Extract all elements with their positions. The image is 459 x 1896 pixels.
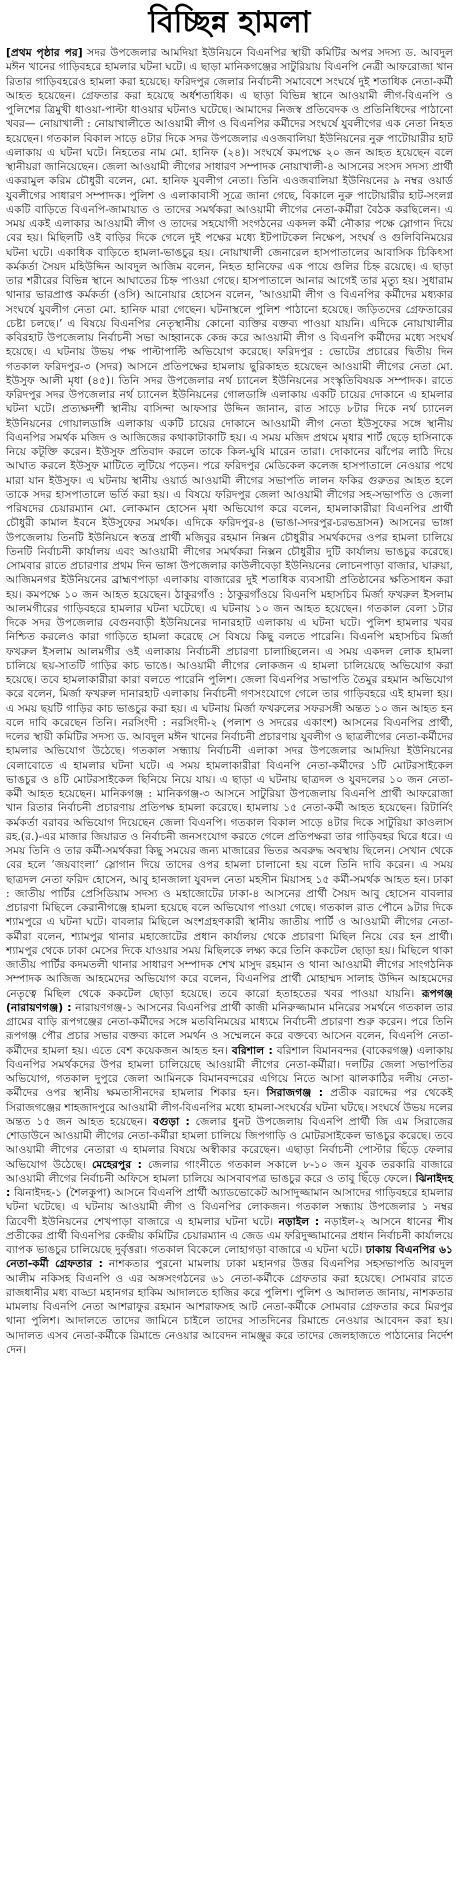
article-paragraph: জেলার ধুনট উপজেলায় বিএনপি প্রার্থী জি এম সিরাজের শোডাউনে আওয়ামী লীগের নেতা-কর্মীরা হামলা চালিয়ে জিপগাড়ি ও মোটরসাইকেল ভাঙচুর করেছে। তবে আওয়ামী লীগের নেতারা এ হামলার বিষয়ে অস্বীকার করেছেন। এছাড়া নির্বাচনী পোস্টার ছিঁড়ে ফেলার অভিযোগ উঠেছে। [6, 1114, 454, 1171]
section-heading-dhaka-arrests: ঢাকায় বিএনপির ৬১ নেতা-কর্মী গ্রেফতার : [6, 1243, 453, 1271]
article-paragraph: ঝিনাইদহ-১ (শৈলকুপা) আসনে বিএনপি প্রার্থী অ্যাডভোকেট আসাদুজ্জামান আসাদের গাড়িবহরে হামলার ঘটনা ঘটেছে। এ ঘটনায় আওয়ামী লীগ ও বিএনপির লোকজন। গতকাল সন্ধ্যায় উপজেলার ১ নম্বর ত্রিবেণী ইউনিয়নের শেখপাড়া বাজারে এ হামলার ঘটনা ঘটে। [6, 1186, 453, 1228]
location-heading-meherpur: মেহেরপুর : [92, 1157, 142, 1171]
location-heading-narail: নড়াইল : [278, 1214, 320, 1228]
location-heading-bogura: বগুড়া : [153, 1114, 190, 1128]
location-heading-rupganj: রূপগঞ্জ (নারায়ণগঞ্জ) : [6, 986, 453, 1014]
location-heading-jhenaidah: ঝিনাইদহ : [6, 1171, 453, 1199]
article-paragraph: সদর উপজেলার আমদিয়া ইউনিয়নে বিএনপির স্থায়ী কমিটির অপর সদস্য ড. আবদুল মঈন খানের গাড়িবহরে হামলার ঘটনা ঘটে। এ ছাড়া মানিকগঞ্জের সাটুরিয়ায় বিএনপি নেত্রী আফরোজা খান রিতার গাড়িবহরেও হামলা করা হয়েছে। ফরিদপুর জেলার নির্বাচনী সমাবেশে সংঘর্ষে দুই শতাধিক নেতা-কর্মী আহত হয়েছেন। গ্রেফতার করা হয়েছে অর্ধশতাধিক। এ ছাড়া বিভিন্ন স্থানে আওয়ামী লীগ-বিএনপি ও পুলিশের ত্রিমুখী ধাওয়া-পাল্টা ধাওয়ার ঘটনাও ঘটেছে। আমাদের নিজস্ব প্রতিবেদক ও প্রতিনিধিদের পাঠানো খবর— নোয়াখালী : নোয়াখালীতে আওয়ামী লীগ ও বিএনপির কর্মীদের সংঘর্ষে যুবলীগের এক নেতা নিহত হয়েছেন। গতকাল বিকাল সাড়ে ৪টার দিকে সদর উপজেলার এওজবালিয়া ইউনিয়নের নুরু পাটোয়ারীর হাট এলাকায় এ ঘটনা ঘটে। নিহতের নাম মো. হানিফ (২৪)। সংঘর্ষে কমপক্ষে ২০ জন আহত হয়েছেন বলে স্থানীয়রা জানিয়েছেন। জেলা আওয়ামী লীগের সাধারণ সম্পাদক নোয়াখালী-৪ আসনের সংসদ সদস্য প্রার্থী একরামুল করিম চৌধুরী বলেন, মো. হানিফ যুবলীগ নেতা। তিনি এওজবালিয়া ইউনিয়নের ৯ নম্বর ওয়ার্ড যুবলীগের সাধারণ সম্পাদক। পুলিশ ও এলাকাবাসী সূত্রে জানা গেছে, বিকালে নুরু পাটোয়ারীর হাট-সংলগ্ন একটি বাড়িতে বিএনপি-জামায়াত ও তাদের সমর্থকরা আওয়ামী লীগের নেতা-কর্মীরা বৈঠক করছিলেন। এ সময় একই এলাকার আওয়ামী লীগ ও তাদের সহযোগী সংগঠনের একদল কর্মী নৌকার পক্ষে স্লোগান দিয়ে বের হয়। মিছিলটি ওই বাড়ির দিকে গেলে দুই পক্ষের মধ্যে ইটপাটকেল নিক্ষেপ, সংঘর্ষ ও গুলিবিনিময়ের ঘটনা ঘটে। একাধিক বাড়িতে হামলা-ভাঙচুর হয়। নোয়াখালী জেনারেল হাসপাতালের আবাসিক চিকিৎসা কর্মকর্তা সৈয়দ মহিউদ্দিন আবদুল আজিম বলেন, নিহত হানিফের এক পায়ে গুলির চিহ্ন রয়েছে। এ ছাড়া তার শরীরের বিভিন্ন স্থানে আঘাতের চিহ্ন পাওয়া গেছে। হাসপাতালে আনার আগেই তার মৃত্যু হয়। সুধারাম থানার ভারপ্রাপ্ত কর্মকর্তা (ওসি) আনোয়ার হোসেন বলেন, ‘আওয়ামী লীগ ও বিএনপির কর্মীদের মধ্যকার সংঘর্ষে যুবলীগ নেতা মো. হানিফ মারা গেছেন। ঘটনাস্থলে পুলিশ পাঠানো হয়েছে। জড়িতদের গ্রেফতারের চেষ্টা চলছে।’ এ বিষয়ে বিএনপির নেতৃস্থানীয় কোনো ব্যক্তির বক্তব্য পাওয়া যায়নি। এদিকে নোয়াখালীর কবিরহাট উপজেলায় নির্বাচনী সভা আহ্বানকে কেন্দ্র করে আওয়ামী লীগ ও বিএনপি কর্মীদের মধ্যে সংঘর্ষ হয়েছে। এ ঘটনায় উভয় পক্ষ পাল্টাপাল্টি অভিযোগ করেছে। ফরিদপুর : ভোটের প্রচারের দ্বিতীয় দিন গতকাল ফরিদপুর-৩ (সদর) আসনে প্রতিপক্ষের হামলায় ছুরিকাহত হয়েছেন আওয়ামী লীগের নেতা মো. ইউসুফ আলী মৃধা (৪৫)। তিনি সদর উপজেলার নর্থ চ্যানেল ইউনিয়নের সংস্কৃতিবিষয়ক সম্পাদক। রাতে ফরিদপুর সদর উপজেলার নর্থ চ্যানেল ইউনিয়নের গোলডাঙ্গি এলাকায় একটি চায়ের দোকানে এ হামলার ঘটনা ঘটে। প্রত্যক্ষদর্শী স্থানীয় বাসিন্দা আফসার উদ্দিন জানান, রাত সাড়ে ৮টার দিকে নর্থ চ্যানেল ইউনিয়নের গোয়ালডাঙ্গি এলাকায় একটি চায়ের দোকানে আওয়ামী লীগ নেতা ইউসুফের সঙ্গে স্থানীয় বিএনপির সমর্থক মজিদ ও আজিজের কথাকাটাকাটি হয়। এ সময় মজিদ প্রথমে মৃধার শার্ট ছেড়ে হাসিনাকে নিয়ে কটূক্তি করেন। ইউসুফ প্রতিবাদ করলে তাকে কিল-ঘুষি মারেন তারা। দোকানের ঝাঁপের লাঠি দিয়ে আঘাত করলে ইউসুফ মাটিতে লুটিয়ে পড়েন। পরে ফরিদপুর মেডিকেল কলেজ হাসপাতালে নেওয়ার পথে মারা যান ইউসুফ। এ ঘটনায় স্থানীয় ওয়ার্ড আওয়ামী লীগের সভাপতি লালন ফকির গুরুতর আহত হলে তাকে সদর হাসপাতালে ভর্তি করা হয়। এ বিষয়ে ফরিদপুর জেলা আওয়ামী লীগের সহ-সভাপতি ও জেলা পরিষদের চেয়ারম্যান মো. লোকমান হোসেন মৃধা অভিযোগ করে বলেন, হামলাকারীরা বিএনপির প্রার্থী চৌধুরী কামাল ইবনে ইউসুফের সমর্থক। এদিকে ফরিদপুর-৪ (ভাঙা-সদরপুর-চরভদ্রাসন) আসনের ভাঙ্গা উপজেলায় তিনটি ইউনিয়নে স্বতন্ত্র প্রার্থী মজিবুর রহমান নিক্সন চৌধুরীর সমর্থকদের ওপর হামলা চালিয়ে তিনটি নির্বাচনী কার্যালয় এবং আওয়ামী লীগের সমর্থকরা নিক্সন চৌধুরীর দুটি কার্যালয় ভাঙচুর করেছে। সোমবার রাতে প্রচারণার প্রথম দিন ভাঙ্গা উপজেলার কাউলীবেড়া ইউনিয়নের লোচনপাড়া বাজার, ঘারুয়া, আজিমনগর ইউনিয়নের ব্রাহ্মণপাড়া এলাকায় বাজারের দুই শতাধিক ব্যবসায়ী প্রতিষ্ঠানের ক্ষতিসাধন করা হয়। কমপক্ষে ১০ জন আহত হয়েছেন। ঠাকুরগাঁও : ঠাকুরগাঁওয়ে বিএনপি মহাসচিব মির্জা ফখরুল ইসলাম আলমগীরের গাড়িবহরে হামলার ঘটনা ঘটেছে। এ ঘটনায় ১০ জন আহত হয়েছেন। গতকাল বেলা ১টার দিকে সদর উপজেলার বেগুনবাড়ী ইউনিয়নের দানারহাট এলাকায় এ ঘটনা ঘটে। পুলিশ হামলার খবর নিশ্চিত করলেও কারা গাড়িতে হামলা করেছে সে বিষয়ে কিছু বলতে পারেনি। বিএনপি মহাসচিব মির্জা ফখরুল ইসলাম আলমগীর ওই এলাকায় নির্বাচনী প্রচারণা চালাচ্ছিলেন। এ সময় একদল লোক হামলা চালিয়ে ছয়-সাতটি গাড়ির কাচ ভাঙে। আওয়ামী লীগের লোকজন এ হামলা চালিয়েছে অভিযোগ করা হয়েছে। তবে হামলাকারীরা কারা বলতে পারেনি পুলিশ। জেলা বিএনপির সভাপতি তৈমুর রহমান অভিযোগ করে বলেন, মির্জা ফখরুল দানারহাট এলাকায় নির্বাচনী গণসংযোগে গেলে তার গাড়িবহরে এই হামলা হয়। এ সময় ছয়টি গাড়ির কাচ ভাঙচুর করা হয়। এ ঘটনায় মির্জা ফখরুলের সফরসঙ্গী অন্তত ১০ জন আহত হন বলে দাবি করেছেন তিনি। নরসিংদী : নরসিংদী-২ (পলাশ ও সদরের একাংশ) আসনের বিএনপির প্রার্থী, দলের স্থায়ী কমিটির সদস্য ড. আবদুল মঈন খানের নির্বাচনী প্রচারণায় যুবলীগ ও ছাত্রলীগের নেতা-কর্মীদের হামলার অভিযোগ উঠেছে। গতকাল সন্ধ্যায় নির্বাচনী এলাকা সদর উপজেলার আমদিয়া ইউনিয়নের বেলাবোতে এ হামলার ঘটনা ঘটে। এ সময় হামলাকারীরা বিএনপি নেতা-কর্মীদের ১টি মোটরসাইকেল ভাঙচুর ও ৪টি মোটরসাইকেল ছিনিয়ে নিয়ে যায়। এ ছাড়া এ ঘটনায় ছাত্রদল ও যুবদলের ১০ জন নেতা-কর্মী আহত হয়েছেন। মানিকগঞ্জ : মানিকগঞ্জ-৩ আসনে সাটুরিয়া উপজেলায় বিএনপি প্রার্থী আফরোজা খান রিতার নির্বাচনী প্রচারণায় প্রতিপক্ষ হামলা করেছে। হামলায় ১৫ নেতা-কর্মী আহত হয়েছেন। রিটার্নিং কর্মকর্তা বরাবর অভিযোগ দিয়েছেন জেলা বিএনপি। গতকাল বিকাল সাড়ে ৪টার দিকে সাটুরিয়া কাওলাস রহ.(র.)-এর মাজার জিয়ারত ও নির্বাচনী জনসংযোগ করতে গেলে প্রতিপক্ষরা তার গাড়িবহর ঘিরে ধরে। এ সময় তিনি ও তার কর্মী-সমর্থকরা কিছু সময়ের জন্য মাজারের ভিতর অবরুদ্ধ অবস্থায় ছিলেন। সেখান থেকে বের হলে ‘জয়বাংলা’ স্লোগান দিয়ে তাদের ওপর হামলা চালানো হয় বলে তিনি দাবি করেন। এ সময় ছাত্রদল নেতা ফরিদ হোসেন, আবু হানজালা যুবদল নেতা মহসীন মিয়াসহ ১৫ কর্মী-সমর্থক আহত হন। ঢাকা : জাতীয় পার্টির প্রেসিডিয়াম সদস্য ও মহাজোটের ঢাকা-৪ আসনের প্রার্থী সৈয়দ আবু হোসেন বাবলার প্রচারণা মিছিলে কেরানীগঞ্জে হামলা হয়েছে বলে অভিযোগ পাওয়া গেছে। গতকাল রাত পৌনে ৯টার দিকে শ্যামপুরে এ ঘটনা ঘটে। বাবলার মিছিলে অংশগ্রহণকারী স্থানীয় জাতীয় পার্টি ও আওয়ামী লীগের নেতা-কর্মীরা বলেন, শ্যামপুর থানার মহাজোটের প্রধান কার্যালয় থেকে প্রচারণা মিছিল নিয়ে বের হন প্রার্থী। শ্যামপুর থেকে ঢাকা মেসের দিকে যাওয়ার সময় মিছিলকে লক্ষ্য করে তিনি ককটেল ছোড়া হয়। মিছিলে থাকা জাতীয় পার্টির কদমতলী থানার সাধারণ সম্পাদক শেখ মাসুদ রহমান ও থানা আওয়ামী লীগের সাংগঠনিক সম্পাদক আজিজ আহমেদের অভিযোগ করে বলেন, বিএনপির প্রার্থী মোহাম্মদ সালাহ উদ্দিন আহমেদের নেতৃত্বে মিছিল থেকে ককটেল ছোড়া হয়েছে। তবে কারো হতাহতের খবর পাওয়া যায়নি। [6, 46, 453, 1000]
article-paragraph: জেলার গাংনীতে গতকাল সকালে ৮-১০ জন যুবক তরকারি বাজারে আওয়ামী লীগের নির্বাচনী অফিসে হামলা চালিয়ে আসবাবপত্র ভাঙচুর করে ও তাবু ছিঁড়ে ফেলে। [6, 1157, 453, 1185]
article-body [6, 46, 453, 1357]
article-paragraph: নাশকতার পুরনো মামলায় ঢাকা মহানগর উত্তর বিএনপির সহসভাপতি আবদুল আলীম নকিসহ বিএনপি ও এর অঙ্গসংগঠনের ৬১ নেতা-কর্মীকে গ্রেফতার করা হয়েছে। সোমবার রাতে রাজধানীর মধ্য বাড্ডা মহানগর হাকিম আদালতে হাজির করে পুলিশ। পুলিশ ও আদালত জানায়, নাশকতার মামলায় বিএনপি নেতা আশরাফুর রহমান আশরাফসহ আট নেতা-কর্মীকে সোমবার গ্রেফতার করে মিরপুর থানা পুলিশ। আদালতে তাদের জামিনে চাইলে তাদের সাতদিনের রিমান্ডে নেওয়ার আবেদন করা হয়। আদালত এসব নেতা-কর্মীকে রিমান্ডে নেওয়ার আবেদন নামঞ্জুর করে তাদের জেলহাজতে পাঠানোর নির্দেশ দেন। [6, 1257, 453, 1356]
continuation-label: [প্রথম পৃষ্ঠার পর] [6, 46, 83, 59]
article-paragraph: নারায়ণগঞ্জ-১ আসনের বিএনপির প্রার্থী কাজী মনিরুজ্জামান মনিরের সমর্থনে গতকাল তার গ্রামের বাড়ি রূপগঞ্জের নেতা-কর্মীদের সঙ্গে মতবিনিময়ের মাধ্যমে নির্বাচনী প্রচারণা শুরু করেন। পরে তিনি রূপগঞ্জ পৌর প্রচার সভার বক্তব্য কালে সমর্থন ও সম্মেলনে করে বক্তব্যে আসেন বলেন, বিএনপি নেতা-কর্মীদের হামলা হয়। এতে বেশ কয়েকজন আহত হন। [6, 1000, 453, 1057]
article-paragraph: প্রতীক বরাদ্দের পর থেকেই সিরাজগঞ্জের শাহজাদপুরে আওয়ামী লীগ-বিএনপির মধ্যে হামলা-সংঘর্ষের ঘটনা ঘটছে। সংঘর্ষে উভয় দলের অন্তত ১৫ জন আহত হয়েছেন। [6, 1086, 453, 1128]
location-heading-sirajganj: সিরাজগঞ্জ : [266, 1086, 324, 1100]
article-paragraph: বরিশাল বিমানবন্দর (বাকেরগঞ্জ) এলাকায় বিএনপির সমর্থকদের উপর হামলা চালিয়েছে আওয়ামী লীগের নেতা-কর্মীরা। দলটির জেলা সভাপতির অভিযোগ, গতকাল দুপুরে জেলা আমিনকে বিমানবন্দরের এগিয়ে নিতে আসা ঝালকাঠির দলীয় নেতা-কর্মীদের ওপর স্থানীয় ক্ষমতাসীনদের হামলার শিকার হন। [6, 1043, 453, 1100]
article-paragraph: নড়াইল-২ আসনে ধানের শীষ প্রতীকের প্রার্থী বিএনপির কেন্দ্রীয় কমিটির চেয়ারম্যান এ জেড এম ফরিদুজ্জামানের প্রধান নির্বাচনী কার্যালয়ে ব্যাপক ভাঙচুর চালিয়েছে দুর্বৃত্তরা। গতকাল বিকেলে লোহাগড়া বাজারে এ ঘটনা ঘটে। [6, 1214, 453, 1256]
location-heading-barisal: বরিশাল : [231, 1043, 273, 1057]
headline: বিচ্ছিন্ন হামলা [148, 5, 311, 40]
